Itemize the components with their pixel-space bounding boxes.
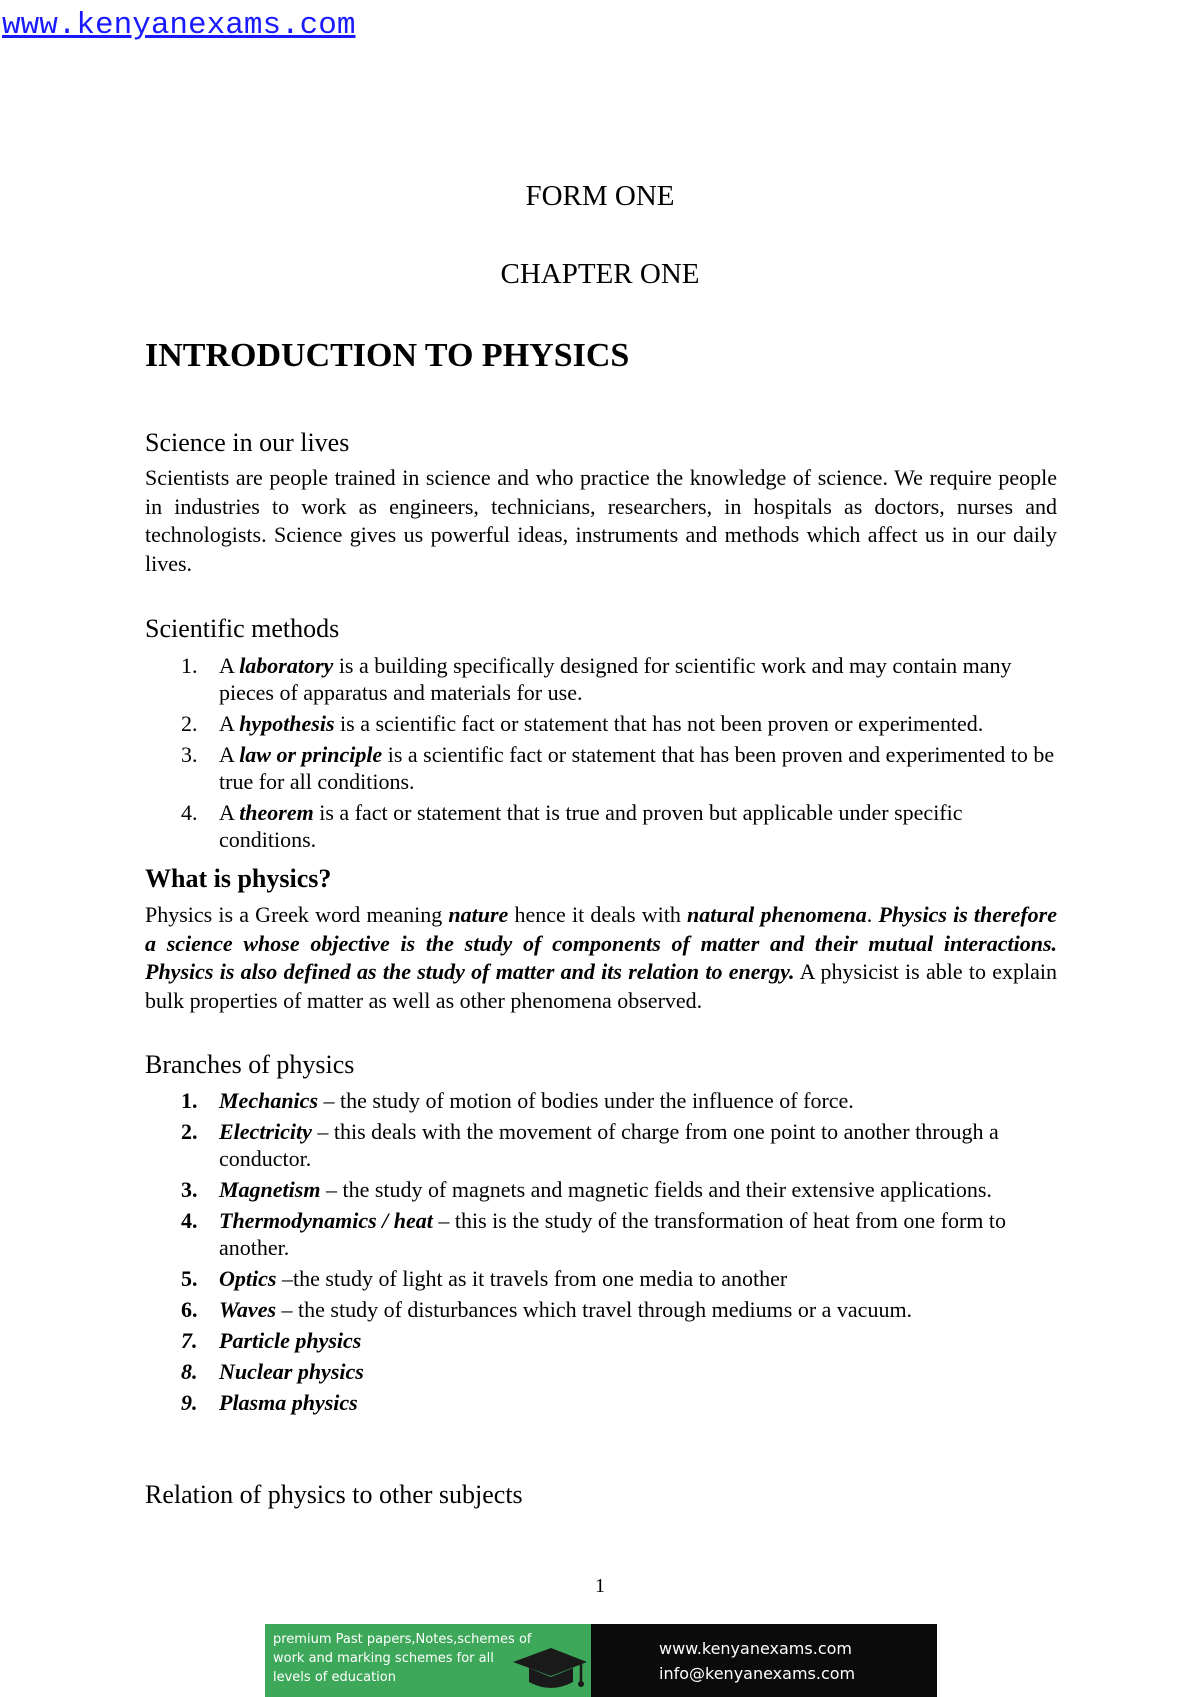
- form-title: FORM ONE: [525, 180, 675, 212]
- list-item-text: – the study of motion of bodies under the influence of force.: [318, 1088, 854, 1113]
- term-electricity: Electricity: [219, 1119, 312, 1144]
- footer-website-link[interactable]: www.kenyanexams.com: [659, 1639, 852, 1658]
- list-item: [145, 1327, 1065, 1354]
- list-number: 6.: [181, 1297, 198, 1322]
- term-magnetism: Magnetism: [219, 1177, 321, 1202]
- term-natural-phenomena: natural phenomena: [687, 902, 867, 927]
- list-number: 9.: [181, 1390, 198, 1415]
- list-item: [145, 1389, 1065, 1416]
- list-item: [145, 652, 1065, 706]
- term-theorem: theorem: [239, 800, 314, 825]
- list-item: [145, 799, 1065, 853]
- scientific-methods-list: [145, 652, 1065, 853]
- list-item-text: – the study of magnets and magnetic fields and their extensive applications.: [320, 1177, 992, 1202]
- list-number: 8.: [181, 1359, 198, 1384]
- term-mechanics: Mechanics: [219, 1088, 318, 1113]
- list-item-text: is a scientific fact or statement that has been proven and experimented to be true for all conditions.: [219, 742, 1055, 794]
- header-site-link[interactable]: www.kenyanexams.com: [2, 8, 356, 43]
- term-nature: nature: [448, 902, 509, 927]
- term-thermodynamics: Thermodynamics / heat: [219, 1208, 433, 1233]
- term-waves: Waves: [219, 1297, 277, 1322]
- chapter-title: CHAPTER ONE: [500, 258, 700, 290]
- footer-promo-line: work and marking schemes for all: [273, 1651, 494, 1666]
- physics-definition: Physics is therefore a science whose objective is the study of components of matter and their mutual interactions. Physics is also defined as the study of matter and its relation to energy.: [145, 902, 1058, 984]
- list-number: 5.: [181, 1266, 198, 1291]
- list-number: 1.: [181, 1088, 198, 1113]
- text-run: hence it deals with: [508, 902, 688, 927]
- list-item: [145, 1265, 1065, 1292]
- list-number: 3.: [181, 1177, 198, 1202]
- list-item: [145, 710, 1065, 737]
- branches-list: [145, 1087, 1065, 1416]
- list-item-prefix: A: [219, 711, 240, 736]
- list-item-text: – the study of disturbances which travel through mediums or a vacuum.: [276, 1297, 913, 1322]
- page-number: 1: [595, 1575, 605, 1597]
- list-number: 1.: [181, 653, 198, 678]
- what-is-physics-paragraph: [145, 901, 1057, 1015]
- term-hypothesis: hypothesis: [239, 711, 335, 736]
- text-run: .: [866, 902, 879, 927]
- term-plasma-physics: Plasma physics: [219, 1390, 358, 1415]
- list-number: 7.: [181, 1328, 198, 1353]
- footer-promo-line: levels of education: [273, 1670, 396, 1685]
- footer-promo: [265, 1624, 591, 1697]
- list-item: [145, 1207, 1065, 1261]
- text-run: Physics is a Greek word meaning: [145, 902, 449, 927]
- list-item-text: is a scientific fact or statement that has not been proven or experimented.: [334, 711, 984, 736]
- list-number: 4.: [181, 800, 198, 825]
- list-item: [145, 1296, 1065, 1323]
- list-item-prefix: A: [219, 653, 240, 678]
- term-optics: Optics: [219, 1266, 277, 1291]
- list-number: 2.: [181, 1119, 198, 1144]
- footer-promo-line: premium Past papers,Notes,schemes of: [273, 1632, 532, 1647]
- list-item-text: is a building specifically designed for scientific work and may contain many pieces of apparatus and materials for use.: [219, 653, 1012, 705]
- list-item-text: –the study of light as it travels from one media to another: [276, 1266, 788, 1291]
- term-law-or-principle: law or principle: [239, 742, 383, 767]
- list-item: [145, 1358, 1065, 1385]
- section-heading-scientific-methods: Scientific methods: [145, 614, 340, 643]
- section-heading-what-is-physics: What is physics?: [145, 864, 332, 893]
- list-item-prefix: A: [219, 800, 240, 825]
- list-number: 3.: [181, 742, 198, 767]
- section-heading-branches-of-physics: Branches of physics: [145, 1050, 355, 1079]
- list-item: [145, 1087, 1065, 1114]
- list-item-text: – this is the study of the transformation of heat from one form to another.: [219, 1208, 1006, 1260]
- list-item: [145, 1176, 1065, 1203]
- list-number: 2.: [181, 711, 198, 736]
- list-number: 4.: [181, 1208, 198, 1233]
- list-item: [145, 741, 1065, 795]
- footer-contact[interactable]: [591, 1624, 937, 1697]
- science-in-our-lives-paragraph: Scientists are people trained in science and who practice the knowledge of science. We require people in industries to work as engineers, technicians, researchers, in hospitals as doctors, nurses and technologists. Science gives us powerful ideas, instruments and methods which affect us in our daily lives.: [145, 465, 1057, 576]
- text-run: A physicist is able to explain bulk properties of matter as well as other phenomena observed.: [145, 959, 1057, 1013]
- list-item-text: – this deals with the movement of charge from one point to another through a conductor.: [219, 1119, 999, 1171]
- main-title: INTRODUCTION TO PHYSICS: [145, 337, 630, 374]
- list-item: [145, 1118, 1065, 1172]
- graduation-cap-icon: [511, 1640, 589, 1694]
- section-heading-relation-of-physics: Relation of physics to other subjects: [145, 1480, 523, 1509]
- section-heading-science-in-our-lives: Science in our lives: [145, 428, 350, 457]
- term-laboratory: laboratory: [239, 653, 334, 678]
- term-nuclear-physics: Nuclear physics: [219, 1359, 364, 1384]
- footer-email-link[interactable]: info@kenyanexams.com: [659, 1664, 856, 1683]
- footer-banner[interactable]: [265, 1624, 937, 1697]
- term-particle-physics: Particle physics: [219, 1328, 362, 1353]
- list-item-prefix: A: [219, 742, 240, 767]
- list-item-text: is a fact or statement that is true and proven but applicable under specific conditions.: [219, 800, 963, 852]
